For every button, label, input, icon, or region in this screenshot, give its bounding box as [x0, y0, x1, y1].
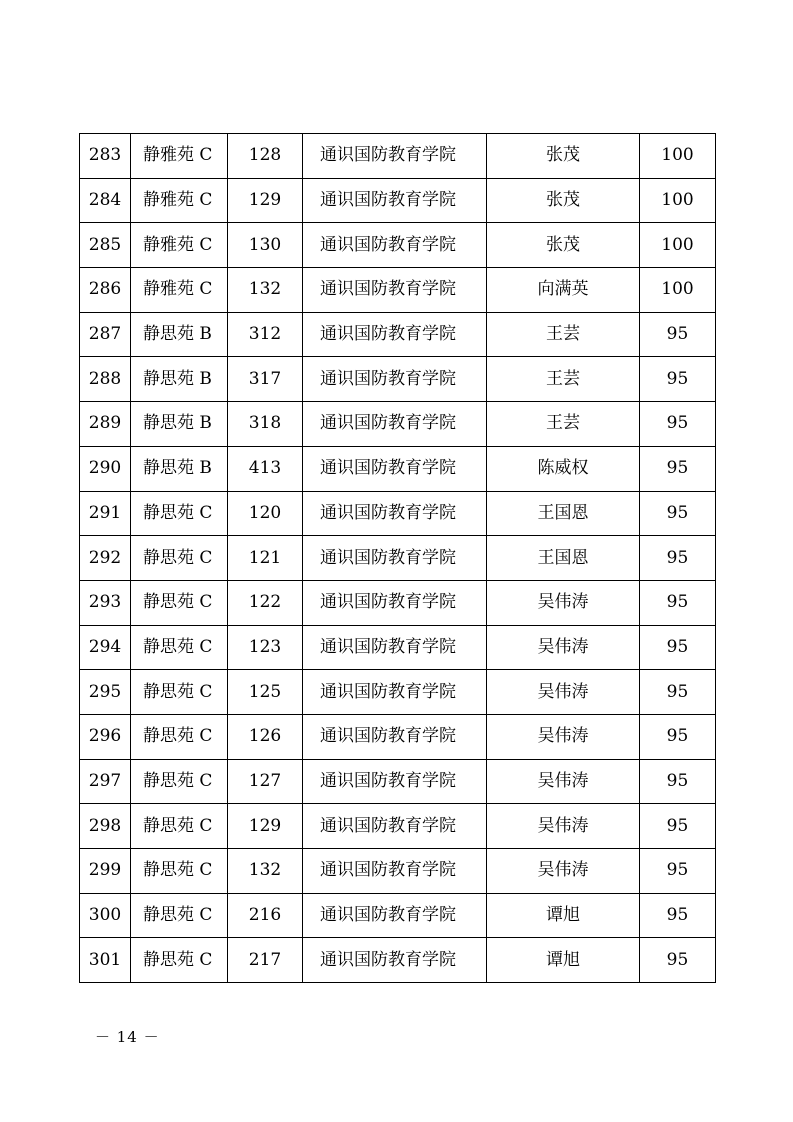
row-number-cell: 286 [80, 268, 131, 313]
college-cell: 通识国防教育学院 [303, 491, 487, 536]
row-number-cell: 293 [80, 580, 131, 625]
building-cell: 静思苑 C [131, 491, 228, 536]
row-number-cell: 289 [80, 402, 131, 447]
score-cell: 95 [640, 849, 716, 894]
score-cell: 95 [640, 893, 716, 938]
score-cell: 95 [640, 759, 716, 804]
table-row [80, 714, 716, 759]
row-number-cell: 295 [80, 670, 131, 715]
building-cell: 静思苑 B [131, 357, 228, 402]
person-name-cell: 王芸 [487, 357, 640, 402]
table-row [80, 178, 716, 223]
table-row [80, 670, 716, 715]
score-cell: 95 [640, 580, 716, 625]
person-name-cell: 吴伟涛 [487, 580, 640, 625]
dormitory-score-table-container [79, 133, 715, 983]
row-number-cell: 288 [80, 357, 131, 402]
score-cell: 95 [640, 938, 716, 983]
table-row [80, 804, 716, 849]
building-cell: 静思苑 C [131, 625, 228, 670]
score-cell: 100 [640, 178, 716, 223]
score-cell: 95 [640, 312, 716, 357]
room-cell: 216 [228, 893, 303, 938]
room-cell: 132 [228, 849, 303, 894]
building-cell: 静思苑 C [131, 670, 228, 715]
room-cell: 132 [228, 268, 303, 313]
page-number: － 14 － [95, 1028, 160, 1046]
row-number-cell: 291 [80, 491, 131, 536]
row-number-cell: 298 [80, 804, 131, 849]
room-cell: 125 [228, 670, 303, 715]
college-cell: 通识国防教育学院 [303, 402, 487, 447]
dormitory-score-table [79, 133, 716, 983]
college-cell: 通识国防教育学院 [303, 312, 487, 357]
table-row [80, 536, 716, 581]
college-cell: 通识国防教育学院 [303, 804, 487, 849]
building-cell: 静思苑 C [131, 714, 228, 759]
college-cell: 通识国防教育学院 [303, 759, 487, 804]
college-cell: 通识国防教育学院 [303, 223, 487, 268]
person-name-cell: 王芸 [487, 402, 640, 447]
table-row [80, 580, 716, 625]
person-name-cell: 向满英 [487, 268, 640, 313]
score-cell: 95 [640, 357, 716, 402]
person-name-cell: 张茂 [487, 223, 640, 268]
table-row [80, 402, 716, 447]
table-row [80, 268, 716, 313]
row-number-cell: 292 [80, 536, 131, 581]
room-cell: 413 [228, 446, 303, 491]
table-row [80, 446, 716, 491]
college-cell: 通识国防教育学院 [303, 938, 487, 983]
room-cell: 318 [228, 402, 303, 447]
person-name-cell: 陈威权 [487, 446, 640, 491]
college-cell: 通识国防教育学院 [303, 536, 487, 581]
table-row [80, 938, 716, 983]
building-cell: 静思苑 B [131, 446, 228, 491]
table-body [80, 134, 716, 983]
person-name-cell: 王国恩 [487, 536, 640, 581]
building-cell: 静雅苑 C [131, 134, 228, 179]
building-cell: 静思苑 C [131, 938, 228, 983]
building-cell: 静思苑 C [131, 759, 228, 804]
person-name-cell: 吴伟涛 [487, 625, 640, 670]
score-cell: 95 [640, 491, 716, 536]
row-number-cell: 301 [80, 938, 131, 983]
building-cell: 静思苑 C [131, 580, 228, 625]
table-row [80, 357, 716, 402]
room-cell: 120 [228, 491, 303, 536]
room-cell: 317 [228, 357, 303, 402]
table-row [80, 312, 716, 357]
building-cell: 静雅苑 C [131, 268, 228, 313]
room-cell: 217 [228, 938, 303, 983]
room-cell: 121 [228, 536, 303, 581]
room-cell: 129 [228, 804, 303, 849]
building-cell: 静思苑 B [131, 402, 228, 447]
score-cell: 100 [640, 134, 716, 179]
row-number-cell: 290 [80, 446, 131, 491]
score-cell: 100 [640, 268, 716, 313]
building-cell: 静思苑 C [131, 893, 228, 938]
college-cell: 通识国防教育学院 [303, 670, 487, 715]
score-cell: 100 [640, 223, 716, 268]
row-number-cell: 299 [80, 849, 131, 894]
room-cell: 130 [228, 223, 303, 268]
person-name-cell: 吴伟涛 [487, 759, 640, 804]
row-number-cell: 284 [80, 178, 131, 223]
person-name-cell: 吴伟涛 [487, 804, 640, 849]
building-cell: 静雅苑 C [131, 178, 228, 223]
building-cell: 静雅苑 C [131, 223, 228, 268]
person-name-cell: 张茂 [487, 178, 640, 223]
room-cell: 127 [228, 759, 303, 804]
score-cell: 95 [640, 402, 716, 447]
college-cell: 通识国防教育学院 [303, 178, 487, 223]
room-cell: 126 [228, 714, 303, 759]
college-cell: 通识国防教育学院 [303, 268, 487, 313]
table-row [80, 223, 716, 268]
college-cell: 通识国防教育学院 [303, 134, 487, 179]
college-cell: 通识国防教育学院 [303, 849, 487, 894]
row-number-cell: 285 [80, 223, 131, 268]
row-number-cell: 296 [80, 714, 131, 759]
college-cell: 通识国防教育学院 [303, 580, 487, 625]
table-row [80, 491, 716, 536]
row-number-cell: 294 [80, 625, 131, 670]
score-cell: 95 [640, 446, 716, 491]
person-name-cell: 吴伟涛 [487, 714, 640, 759]
person-name-cell: 吴伟涛 [487, 670, 640, 715]
score-cell: 95 [640, 714, 716, 759]
person-name-cell: 谭旭 [487, 893, 640, 938]
building-cell: 静思苑 C [131, 804, 228, 849]
row-number-cell: 283 [80, 134, 131, 179]
score-cell: 95 [640, 804, 716, 849]
table-row [80, 134, 716, 179]
room-cell: 128 [228, 134, 303, 179]
person-name-cell: 张茂 [487, 134, 640, 179]
score-cell: 95 [640, 670, 716, 715]
person-name-cell: 王芸 [487, 312, 640, 357]
row-number-cell: 300 [80, 893, 131, 938]
college-cell: 通识国防教育学院 [303, 357, 487, 402]
room-cell: 122 [228, 580, 303, 625]
room-cell: 312 [228, 312, 303, 357]
table-row [80, 893, 716, 938]
building-cell: 静思苑 B [131, 312, 228, 357]
college-cell: 通识国防教育学院 [303, 714, 487, 759]
room-cell: 123 [228, 625, 303, 670]
person-name-cell: 谭旭 [487, 938, 640, 983]
table-row [80, 849, 716, 894]
score-cell: 95 [640, 536, 716, 581]
row-number-cell: 297 [80, 759, 131, 804]
college-cell: 通识国防教育学院 [303, 446, 487, 491]
person-name-cell: 王国恩 [487, 491, 640, 536]
row-number-cell: 287 [80, 312, 131, 357]
table-row [80, 759, 716, 804]
college-cell: 通识国防教育学院 [303, 893, 487, 938]
college-cell: 通识国防教育学院 [303, 625, 487, 670]
building-cell: 静思苑 C [131, 849, 228, 894]
person-name-cell: 吴伟涛 [487, 849, 640, 894]
building-cell: 静思苑 C [131, 536, 228, 581]
room-cell: 129 [228, 178, 303, 223]
table-row [80, 625, 716, 670]
score-cell: 95 [640, 625, 716, 670]
